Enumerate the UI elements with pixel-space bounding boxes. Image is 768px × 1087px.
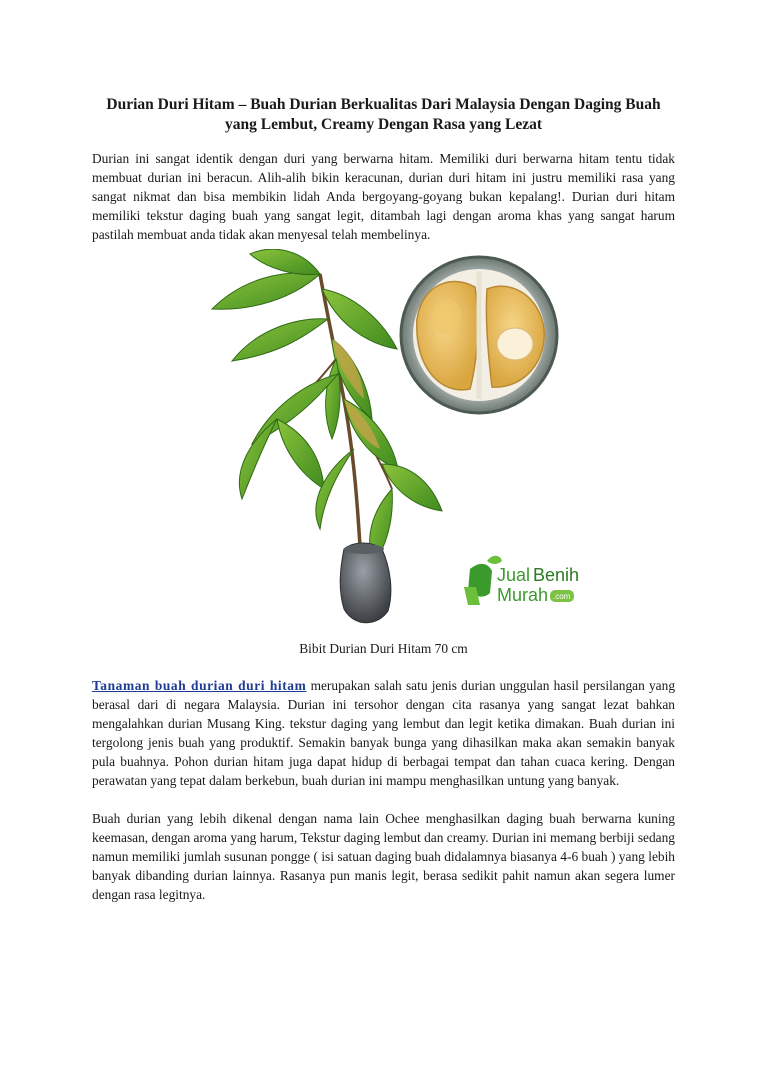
- paragraph-varietas-text: merupakan salah satu jenis durian unggulan hasil persilangan yang berasal dari di negara Malaysia. Durian ini tersohor dengan cita rasanya yang sangat lezat bahkan mengalahkan durian Musang King. tekstur daging yang lembut dan legit ketika dimakan. Buah durian ini tergolong jenis buah yang produktif. Semakin banyak bunga yang dihasilkan maka akan semakin banyak pula buahnya. Pohon durian hitam juga dapat hidup di berbagai tempat dan tahan cuaca kering. Dengan perawatan yang tepat dalam berkebun, buah durian ini mampu menghasilkan untung yang banyak.: [92, 678, 676, 788]
- seedling-illustration: [92, 249, 675, 639]
- jualbenihmurah-logo: [464, 556, 579, 605]
- seedling-figure: [92, 249, 675, 639]
- logo-text-jual: Jual: [497, 565, 531, 585]
- logo-text-murah: Murah: [497, 585, 549, 605]
- figure-caption: Bibit Durian Duri Hitam 70 cm: [299, 641, 468, 656]
- intro-paragraph: Durian ini sangat identik dengan duri yang berwarna hitam. Memiliki duri berwarna hitam tentu tidak membuat durian ini beracun. Alih-alih bikin keracunan, durian duri hitam ini justru memiliki rasa yang sangat nikmat dan bisa membikin lidah Anda bergoyang-goyang bukan kepalang!. Durian duri hitam memiliki tekstur daging buah yang sangat legit, ditambah lagi dengan aroma khas yang sangat harum pastilah membuat anda tidak akan menyesal telah membelinya.: [92, 151, 675, 242]
- durian-fruit-photo: [401, 257, 557, 413]
- paragraph-ochee: Buah durian yang lebih dikenal dengan nama lain Ochee menghasilkan daging buah berwarna kuning keemasan, dengan aroma yang harum, Tekstur daging lembut dan creamy. Durian ini memang berbiji sedang namun memiliki jumlah susunan pongge ( isi satuan daging buah didalamnya biasanya 4-6 buah ) yang lebih banyak dibanding durian lainnya. Rasanya pun manis legit, berasa sedikit pahit namun akan segera lumer dengan rasa legitnya.: [92, 811, 675, 902]
- logo-text-com: .com: [553, 592, 571, 601]
- document-title: Durian Duri Hitam – Buah Durian Berkualitas Dari Malaysia Dengan Daging Buah yang Lembut, Creamy Dengan Rasa yang Lezat: [106, 96, 661, 133]
- document-page: [92, 95, 675, 904]
- tanaman-durian-link[interactable]: Tanaman buah durian duri hitam: [92, 678, 307, 693]
- paragraph-varietas: [92, 676, 675, 790]
- logo-text-benih: Benih: [533, 565, 580, 585]
